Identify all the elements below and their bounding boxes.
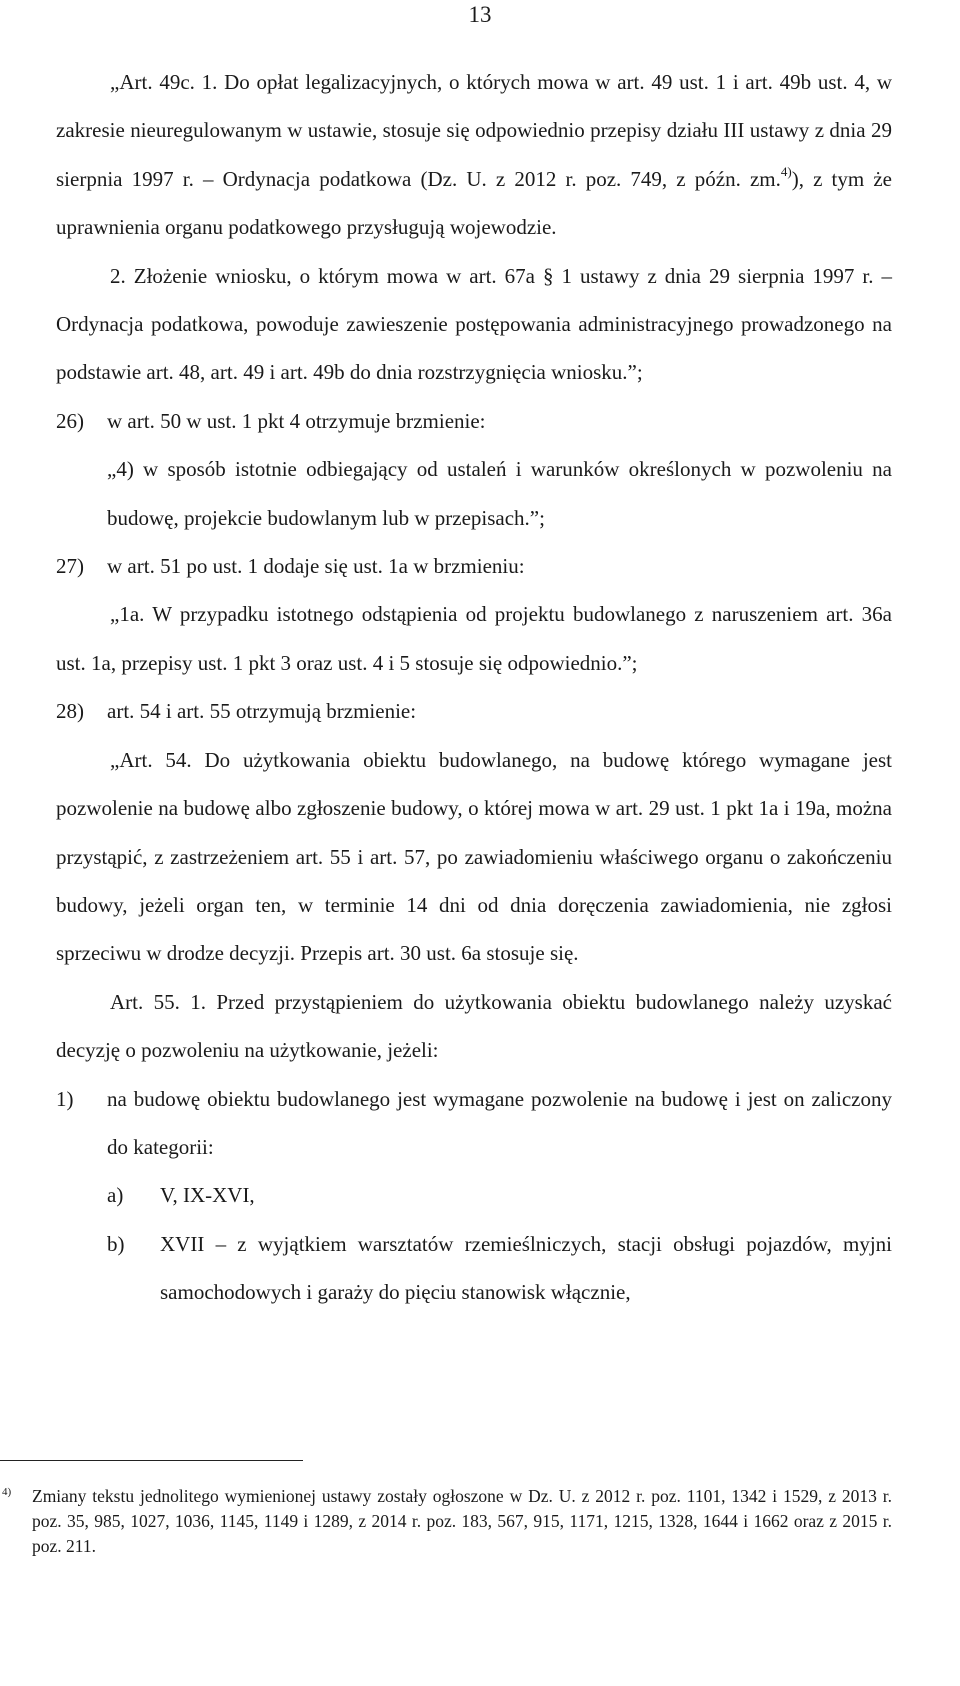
item-text: w art. 50 w ust. 1 pkt 4 otrzymuje brzmienie: bbox=[107, 408, 486, 433]
article-49c-text: „Art. 49c. 1. Do opłat legalizacyjnych, o których mowa w art. 49 ust. 1 i art. 49b ust. 4, w zakresie nieuregulowanym w ustawie, stosuje się odpowiednio przepisy działu III ustawy z dnia 29 sierpnia 1997 r. – Ordynacja podatkowa (Dz. U. z 2012 r. poz. 749, z późn. zm. bbox=[56, 70, 892, 191]
item-text: na budowę obiektu budowlanego jest wymagane pozwolenie na budowę i jest on zaliczony do kategorii: bbox=[107, 1086, 892, 1159]
subitem-letter: a) bbox=[107, 1183, 124, 1208]
condition-subitem-b bbox=[56, 1220, 892, 1317]
item-number: 1) bbox=[56, 1086, 74, 1111]
quoted-provision: „4) w sposób istotnie odbiegający od ustaleń i warunków określonych w pozwoleniu na budowę, projekcie budowlanym lub w przepisach.”; bbox=[107, 457, 892, 530]
subitem-letter: b) bbox=[107, 1231, 125, 1256]
item-number: 26) bbox=[56, 408, 84, 433]
item-number: 27) bbox=[56, 554, 84, 579]
item-text: art. 54 i art. 55 otrzymują brzmienie: bbox=[107, 699, 417, 724]
amendment-item-26 bbox=[56, 397, 892, 445]
footnote-marker: 4) bbox=[2, 1486, 12, 1498]
footnote bbox=[0, 1484, 892, 1559]
article-49c-paragraph-2: 2. Złożenie wniosku, o którym mowa w art. 67a § 1 ustawy z dnia 29 sierpnia 1997 r. – Ordynacja podatkowa, powoduje zawieszenie postępowania administracyjnego prowadzonego na podstawie art. 48, art. 49 i art. 49b do dnia rozstrzygnięcia wniosku.”; bbox=[56, 263, 892, 385]
subitem-text: XVII – z wyjątkiem warsztatów rzemieślniczych, stacji obsługi pojazdów, myjni samochodowych i garaży do pięciu stanowisk włącznie, bbox=[160, 1231, 892, 1305]
amendment-item-28 bbox=[56, 687, 892, 735]
amendment-item-26-quote bbox=[56, 445, 892, 542]
article-49c-text-cont: ), z tym że uprawnienia organu podatkowego przysługują wojewodzie. bbox=[56, 166, 893, 240]
condition-subitem-a bbox=[56, 1171, 892, 1219]
item-number: 28) bbox=[56, 699, 84, 724]
article-54-text: „Art. 54. Do użytkowania obiektu budowlanego, na budowę którego wymagane jest pozwolenie na budowę albo zgłoszenie budowy, o której mowa w art. 29 ust. 1 pkt 1a i 19a, można przystąpić, z zastrzeżeniem art. 55 i art. 57, po zawiadomieniu właściwego organu o zakończeniu budowy, jeżeli organ ten, w terminie 14 dni od dnia doręczenia zawiadomienia, nie zgłosi sprzeciwu w drodze decyzji. Przepis art. 30 ust. 6a stosuje się. bbox=[56, 747, 892, 966]
page-number: 13 bbox=[468, 2, 492, 27]
article-49c-paragraph-1 bbox=[56, 58, 892, 252]
subitem-text: V, IX-XVI, bbox=[160, 1183, 255, 1208]
footnote-reference[interactable]: 4) bbox=[780, 163, 792, 179]
footnote-separator bbox=[0, 1460, 303, 1461]
document-body bbox=[56, 58, 892, 1317]
condition-item-1 bbox=[56, 1075, 892, 1172]
item-text: w art. 51 po ust. 1 dodaje się ust. 1a w brzmieniu: bbox=[107, 554, 525, 579]
amendment-item-27 bbox=[56, 542, 892, 590]
article-55-text: Art. 55. 1. Przed przystąpieniem do użytkowania obiektu budowlanego należy uzyskać decyzję o pozwoleniu na użytkowanie, jeżeli: bbox=[56, 989, 892, 1063]
footnote-text: Zmiany tekstu jednolitego wymienionej ustawy zostały ogłoszone w Dz. U. z 2012 r. poz. 1101, 1342 i 1529, z 2013 r. poz. 35, 985, 1027, 1036, 1145, 1149 i 1289, z 2014 r. poz. 183, 567, 915, 1171, 1215, 1328, 1644 i 1662 oraz z 2015 r. poz. 211. bbox=[32, 1486, 892, 1556]
amendment-item-27-quote: „1a. W przypadku istotnego odstąpienia od projektu budowlanego z naruszeniem art. 36a ust. 1a, przepisy ust. 1 pkt 3 oraz ust. 4 i 5 stosuje się odpowiednio.”; bbox=[56, 602, 892, 675]
